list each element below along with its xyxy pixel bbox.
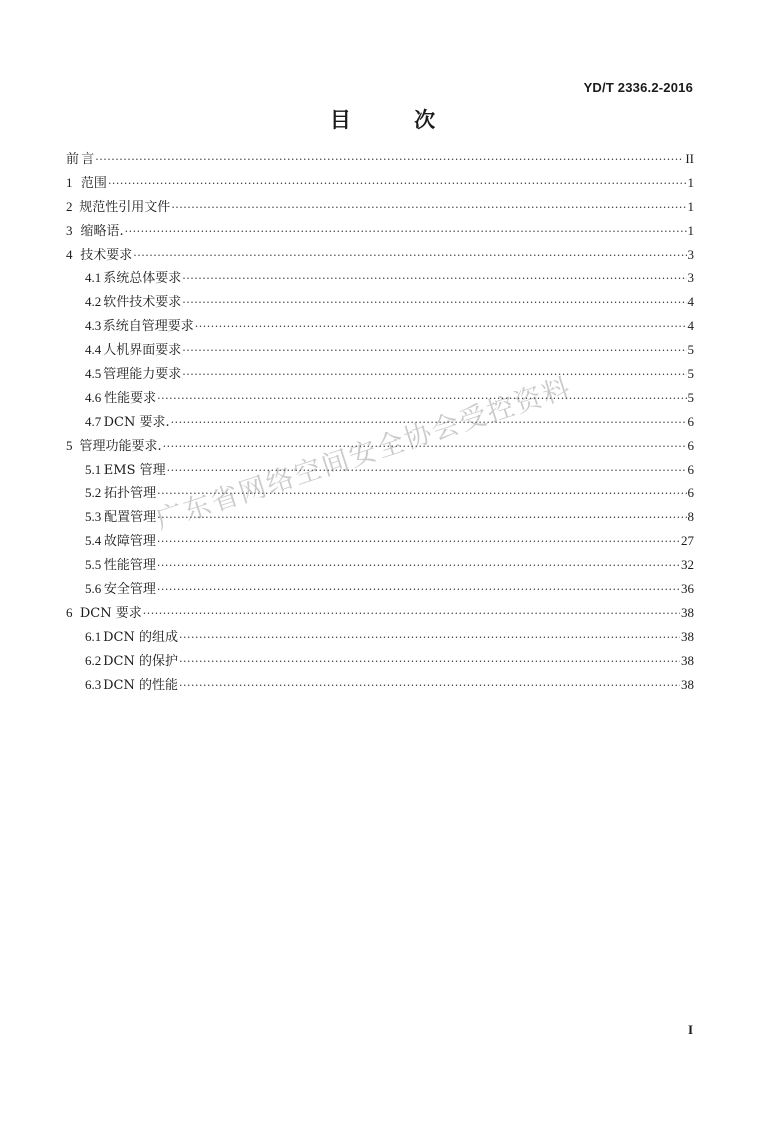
toc-entry-page: 27 [681, 533, 694, 549]
toc-dot-leader [157, 511, 686, 524]
toc-entry-label: 人机界面要求 [103, 343, 182, 359]
toc-entry-label: 规范性引用文件 [79, 199, 171, 215]
toc-entry[interactable] [66, 363, 694, 387]
toc-dot-leader [157, 392, 686, 405]
toc-entry[interactable] [66, 291, 694, 315]
toc-entry[interactable] [66, 339, 694, 363]
toc-entry-page: 1 [687, 174, 694, 190]
toc-dot-leader [171, 201, 686, 214]
toc-entry-number: 6.3 [85, 676, 102, 692]
toc-entry-label: 软件技术要求 [103, 295, 182, 311]
toc-entry-label: 管理能力要求 [103, 367, 182, 383]
toc-entry[interactable] [66, 459, 694, 483]
toc-entry-page: 4 [687, 294, 694, 310]
toc-entry-label: 管理功能要求. [79, 438, 162, 454]
toc-entry-page: 6 [687, 485, 694, 501]
toc-entry[interactable] [66, 244, 694, 268]
toc-dot-leader [182, 344, 686, 357]
toc-entry[interactable] [66, 148, 694, 172]
toc-entry-page: 6 [687, 437, 694, 453]
toc-entry-label: DCN 的保护 [103, 653, 178, 669]
toc-dot-leader [182, 272, 686, 285]
toc-dot-leader [179, 631, 680, 644]
toc-entry[interactable] [66, 650, 694, 674]
watermark: 广东省网络空间安全协会受控资料 [152, 372, 576, 537]
toc-entry[interactable] [66, 172, 694, 196]
toc-entry-number: 5 [66, 437, 73, 453]
toc-entry-label: DCN 要求. [103, 414, 170, 430]
toc-dot-leader [108, 177, 687, 190]
toc-entry-label: 缩略语. [80, 223, 124, 239]
toc-entry-page: 38 [681, 604, 694, 620]
toc-entry-number: 2 [66, 198, 73, 214]
toc-entry-number: 前 [66, 151, 80, 166]
toc-entry-number: 5.1 [85, 461, 102, 477]
toc-dot-leader [163, 440, 687, 453]
toc-entry[interactable] [66, 602, 694, 626]
toc-entry-page: 32 [681, 557, 694, 573]
toc-entry[interactable] [66, 554, 694, 578]
toc-entry-label: 故障管理 [103, 534, 156, 550]
toc-entry[interactable] [66, 435, 694, 459]
toc-entry-number: 4 [66, 246, 73, 262]
toc-entry[interactable] [66, 626, 694, 650]
toc-entry-label: 系统总体要求 [103, 271, 182, 287]
toc-entry-page: 6 [687, 413, 694, 429]
toc-entry-label: 系统自管理要求 [102, 319, 194, 335]
toc-entry-page: 38 [681, 676, 694, 692]
toc-entry[interactable] [66, 220, 694, 244]
toc-entry-number: 5.5 [85, 557, 102, 573]
toc-entry-page: 1 [687, 198, 694, 214]
toc-entry-number: 4.6 [85, 389, 102, 405]
toc-entry-number: 1 [66, 174, 73, 190]
toc-entry-label: 配置管理 [104, 510, 157, 526]
toc-entry-page: 5 [687, 366, 694, 382]
toc-dot-leader [133, 249, 686, 262]
toc-entry[interactable] [66, 674, 694, 698]
toc-entry[interactable] [66, 578, 694, 602]
toc-dot-leader [179, 679, 680, 692]
toc-dot-leader [95, 153, 684, 166]
standard-code: YD/T 2336.2-2016 [583, 80, 693, 95]
toc-entry[interactable] [66, 506, 694, 530]
toc-dot-leader [157, 583, 680, 596]
toc-dot-leader [157, 559, 680, 572]
toc-dot-leader [171, 416, 687, 429]
toc-entry-page: 6 [687, 461, 694, 477]
toc-entry-label: DCN 的组成 [103, 629, 178, 645]
toc-entry-label: 性能管理 [103, 558, 156, 574]
toc-dot-leader [125, 225, 687, 238]
toc-entry-label: 技术要求 [80, 247, 133, 263]
page-number: I [687, 1022, 693, 1037]
toc-entry-page: 8 [687, 509, 694, 525]
toc-entry-number: 6 [66, 604, 73, 620]
toc-entry-label: 范围 [80, 175, 107, 191]
toc-entry-label: 言 [81, 152, 95, 167]
toc-entry-label: DCN 要求 [79, 605, 142, 621]
toc-title: 目 次 [329, 107, 464, 132]
toc-entry-number: 6.1 [85, 628, 102, 644]
toc-entry[interactable] [66, 530, 694, 554]
toc-entry-number: 4.3 [85, 318, 102, 334]
toc-entry-page: 5 [687, 389, 694, 405]
toc-entry-page: 5 [687, 342, 694, 358]
toc-dot-leader [143, 607, 680, 620]
toc-entry[interactable] [66, 387, 694, 411]
toc-dot-leader [157, 535, 680, 548]
toc-entry-number: 4.7 [85, 413, 102, 429]
toc-dot-leader [182, 368, 686, 381]
toc-entry[interactable] [66, 411, 694, 435]
table-of-contents [66, 148, 694, 697]
toc-entry-number: 5.4 [85, 533, 102, 549]
toc-entry-label: 性能要求 [104, 390, 157, 406]
toc-dot-leader [167, 464, 687, 477]
toc-entry-number: 5.3 [85, 509, 102, 525]
toc-entry-page: 3 [687, 246, 694, 262]
toc-entry-page: 3 [687, 270, 694, 286]
toc-entry[interactable] [66, 482, 694, 506]
toc-dot-leader [157, 487, 686, 500]
toc-entry-number: 4.5 [85, 366, 102, 382]
toc-entry[interactable] [66, 315, 694, 339]
toc-entry[interactable] [66, 196, 694, 220]
toc-entry-number: 4.4 [85, 342, 102, 358]
toc-entry-label: 安全管理 [103, 582, 156, 598]
toc-entry-number: 4.2 [85, 294, 102, 310]
toc-entry-number: 5.2 [85, 485, 102, 501]
toc-entry-page: 4 [687, 318, 694, 334]
toc-dot-leader [182, 296, 686, 309]
toc-entry-page: 1 [687, 222, 694, 238]
toc-entry-number: 3 [66, 222, 73, 238]
toc-entry-page: 38 [681, 628, 694, 644]
toc-dot-leader [179, 655, 680, 668]
toc-entry-number: 4.1 [85, 270, 102, 286]
toc-entry-label: DCN 的性能 [103, 677, 178, 693]
toc-entry-number: 6.2 [85, 652, 102, 668]
toc-entry-page: 38 [681, 652, 694, 668]
toc-entry-page: II [685, 151, 694, 166]
toc-entry[interactable] [66, 267, 694, 291]
toc-entry-label: EMS 管理 [103, 462, 166, 478]
toc-entry-label: 拓扑管理 [104, 486, 157, 502]
toc-dot-leader [195, 320, 687, 333]
toc-entry-number: 5.6 [85, 581, 102, 597]
toc-entry-page: 36 [681, 581, 694, 597]
